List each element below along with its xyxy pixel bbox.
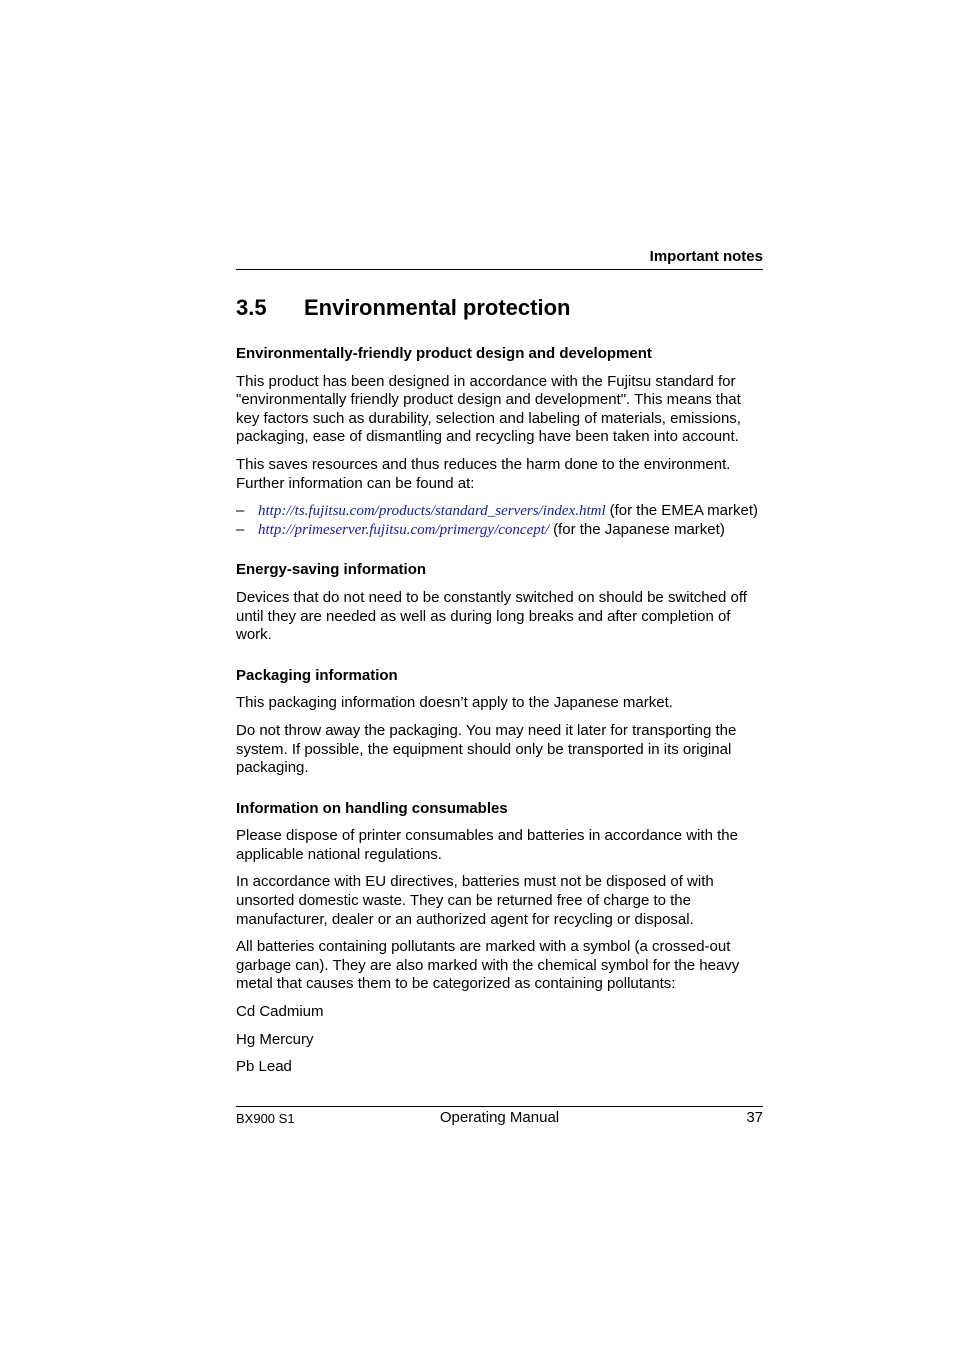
header-rule xyxy=(236,269,763,270)
list-item xyxy=(236,502,766,521)
list-item xyxy=(236,521,766,540)
consumables-paragraph-1: Please dispose of printer consumables and batteries in accordance with the applicable national regulations. xyxy=(236,827,738,863)
link-list xyxy=(236,502,766,539)
page-content xyxy=(236,345,766,1086)
consumables-paragraph-2: In accordance with EU directives, batteries must not be disposed of with unsorted domestic waste. They can be returned free of charge to the manufacturer, dealer or an authorized agent for recycling or disposal. xyxy=(236,873,714,928)
consumables-paragraph-3: All batteries containing pollutants are marked with a symbol (a crossed-out garbage can). They are also marked with the chemical symbol for the heavy metal that causes them to be categorized as containing pollutants: xyxy=(236,938,740,993)
metal-item: Hg Mercury xyxy=(236,1030,314,1048)
list-dash: – xyxy=(236,502,245,520)
running-header: Important notes xyxy=(649,248,763,265)
metal-item: Cd Cadmium xyxy=(236,1003,324,1021)
footer-rule xyxy=(236,1106,763,1107)
link-note: (for the EMEA market) xyxy=(609,502,758,520)
packaging-paragraph-2: Do not throw away the packaging. You may need it later for transporting the system. If possible, the equipment should only be transported in its original packaging. xyxy=(236,721,737,777)
design-heading: Environmentally-friendly product design and development xyxy=(236,345,652,362)
energy-heading: Energy-saving information xyxy=(236,561,427,579)
design-paragraph-2: This saves resources and thus reduces the harm done to the environment. Further information can be found at: xyxy=(236,455,731,492)
list-dash: – xyxy=(236,520,245,538)
energy-paragraph: Devices that do not need to be constantly switched on should be switched off until they are needed as well as during long breaks and after completion of work. xyxy=(236,588,747,644)
packaging-heading: Packaging information xyxy=(236,666,398,684)
section-number: 3.5 xyxy=(236,295,267,320)
emea-link[interactable]: http://ts.fujitsu.com/products/standard_servers/index.html xyxy=(258,503,606,520)
metal-list xyxy=(236,1003,766,1077)
footer-product: BX900 S1 xyxy=(236,1111,295,1126)
page-number: 37 xyxy=(746,1109,763,1126)
section-title: Environmental protection xyxy=(304,295,571,320)
link-note: (for the Japanese market) xyxy=(553,520,725,538)
design-paragraph-1: This product has been designed in accordance with the Fujitsu standard for "environmentally friendly product design and development". This means that key factors such as durability, selection and labeling of materials, emissions, packaging, ease of dismantling and recycling have been taken into account. xyxy=(236,372,741,446)
consumables-heading: Information on handling consumables xyxy=(236,799,508,817)
section-heading xyxy=(236,295,570,321)
footer-manual-title: Operating Manual xyxy=(439,1109,560,1126)
metal-item: Pb Lead xyxy=(236,1058,292,1076)
japan-link[interactable]: http://primeserver.fujitsu.com/primergy/concept/ xyxy=(258,521,550,538)
packaging-paragraph-1: This packaging information doesn’t apply to the Japanese market. xyxy=(236,694,673,712)
